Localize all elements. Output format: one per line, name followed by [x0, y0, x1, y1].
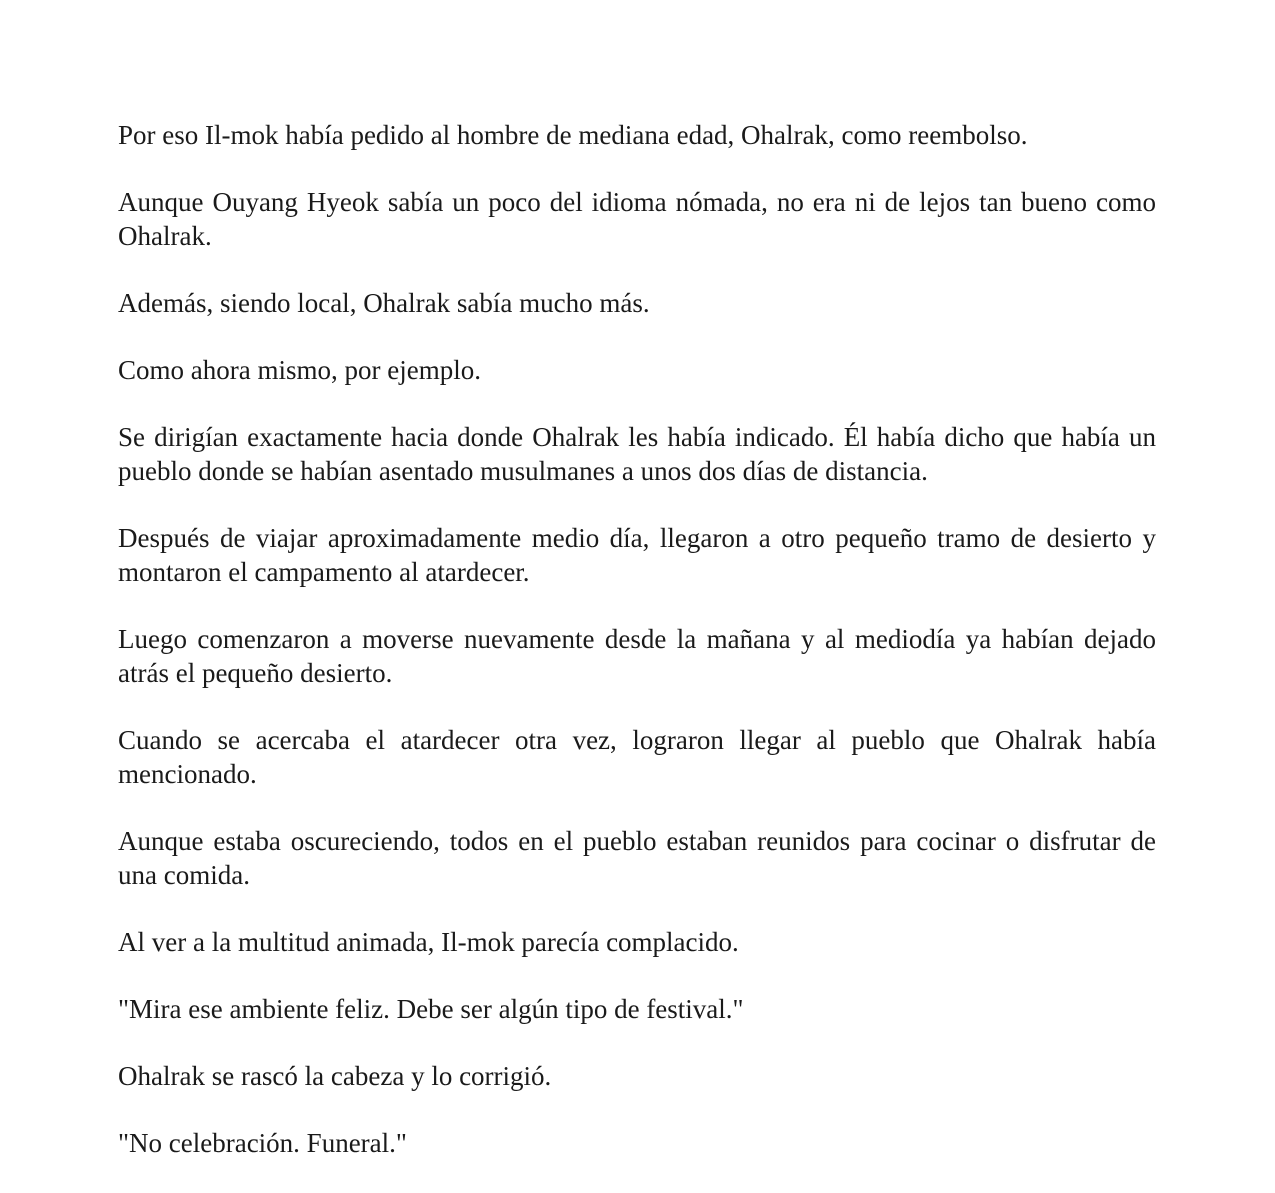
paragraph: Al ver a la multitud animada, Il-mok parecía complacido. [118, 927, 739, 957]
paragraph: Como ahora mismo, por ejemplo. [118, 355, 481, 385]
paragraph: Se dirigían exactamente hacia donde Ohalrak les había indicado. Él había dicho que había un pueblo donde se habían asentado musulmanes a unos dos días de distancia. [118, 422, 1156, 486]
document-page [118, 118, 1156, 1193]
paragraph: Además, siendo local, Ohalrak sabía mucho más. [118, 288, 650, 318]
paragraph: Por eso Il-mok había pedido al hombre de mediana edad, Ohalrak, como reembolso. [118, 120, 1028, 150]
paragraph: Luego comenzaron a moverse nuevamente desde la mañana y al mediodía ya habían dejado atrás el pequeño desierto. [118, 624, 1156, 688]
paragraph: Aunque estaba oscureciendo, todos en el pueblo estaban reunidos para cocinar o disfrutar de una comida. [118, 826, 1156, 890]
paragraph: Aunque Ouyang Hyeok sabía un poco del idioma nómada, no era ni de lejos tan bueno como Ohalrak. [118, 187, 1156, 251]
paragraph: "Mira ese ambiente feliz. Debe ser algún tipo de festival." [118, 994, 744, 1024]
paragraph: Cuando se acercaba el atardecer otra vez, lograron llegar al pueblo que Ohalrak había mencionado. [118, 725, 1156, 789]
paragraph: "No celebración. Funeral." [118, 1128, 407, 1158]
paragraph: Después de viajar aproximadamente medio día, llegaron a otro pequeño tramo de desierto y montaron el campamento al atardecer. [118, 523, 1156, 587]
paragraph: Ohalrak se rascó la cabeza y lo corrigió. [118, 1061, 552, 1091]
